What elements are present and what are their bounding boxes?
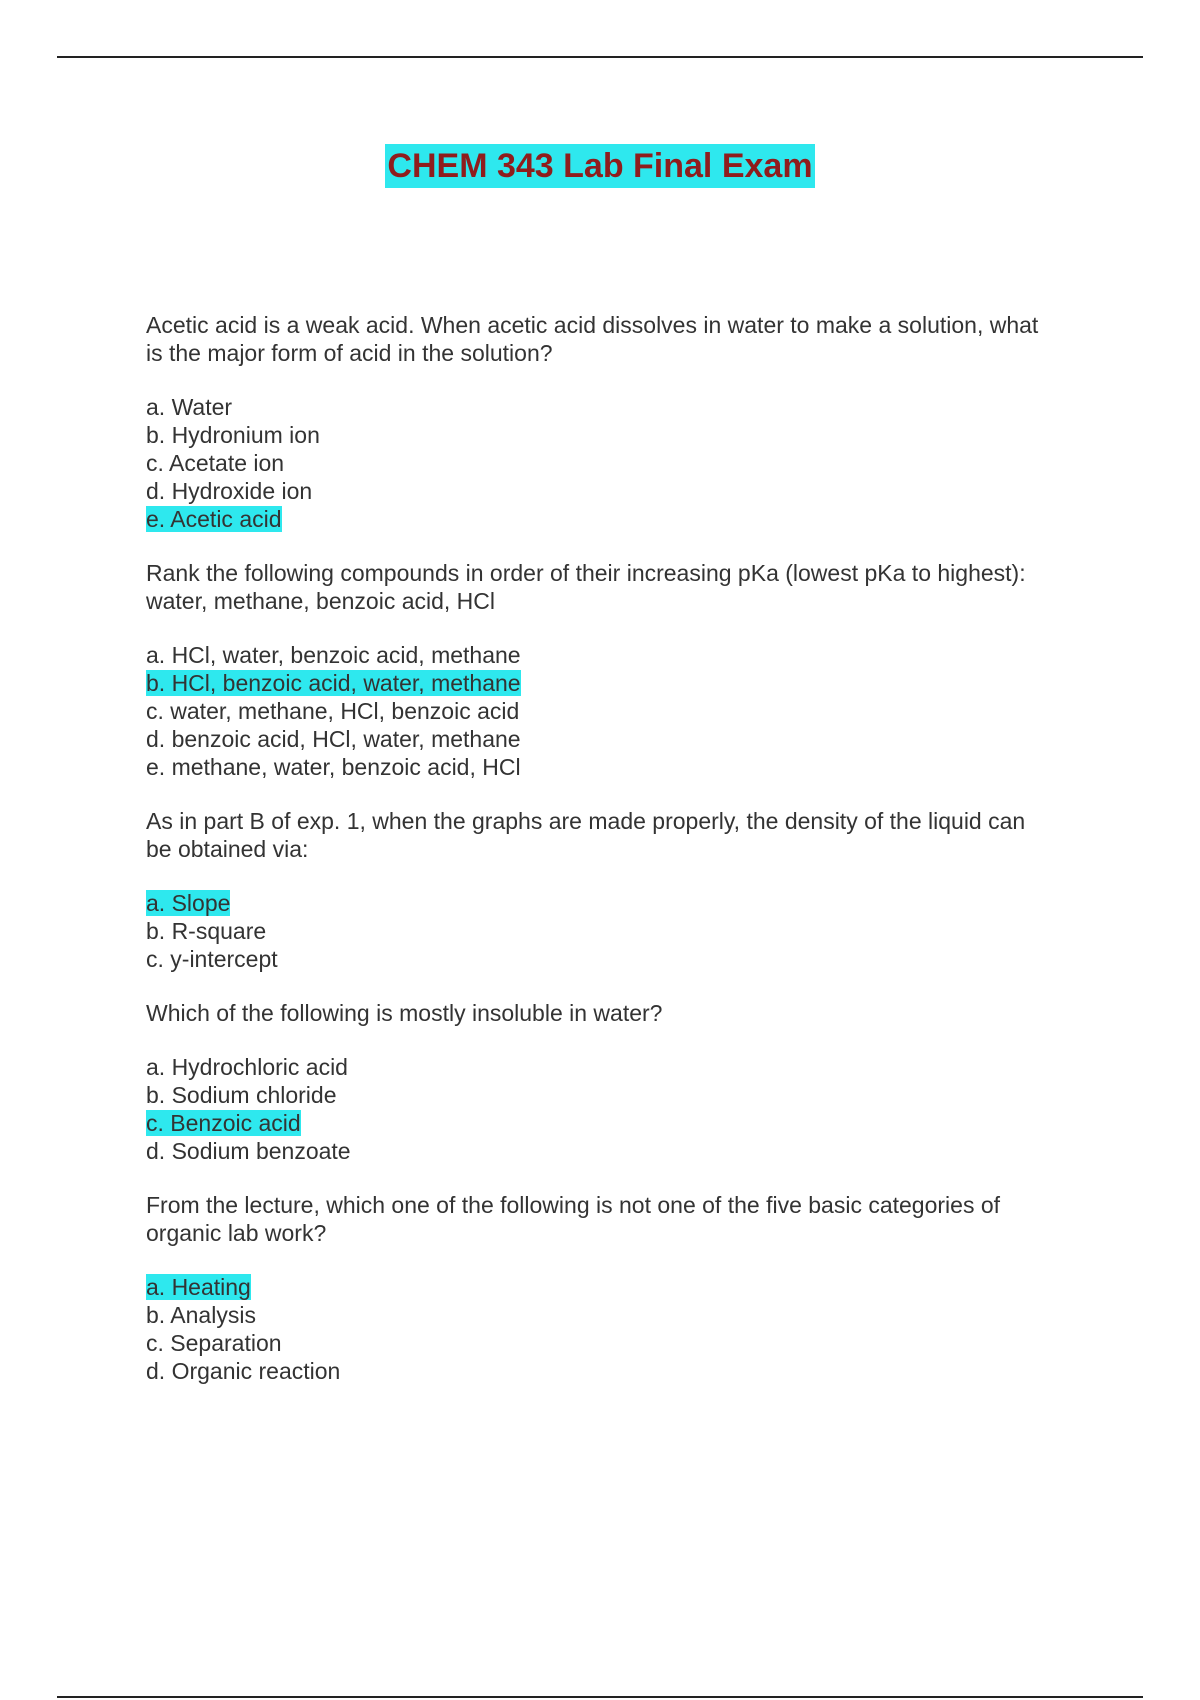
question-text: As in part B of exp. 1, when the graphs are made properly, the density of the liquid can be obtained via: [146,808,1026,862]
option-text: a. HCl, water, benzoic acid, methane [146,642,521,668]
question-text: Acetic acid is a weak acid. When acetic acid dissolves in water to make a solution, what is the major form of acid in the solution? [146,312,1039,366]
option-text: e. methane, water, benzoic acid, HCl [146,754,521,780]
option-item [146,393,1106,421]
question-4 [146,999,1106,1165]
option-text: c. Acetate ion [146,450,285,476]
option-item [146,917,1106,945]
option-text: d. benzoic acid, HCl, water, methane [146,726,521,752]
option-text: d. Sodium benzoate [146,1138,351,1164]
option-text: c. y-intercept [146,946,278,972]
highlighted-answer: a. Heating [146,1274,251,1300]
option-item [146,1109,1106,1137]
option-item [146,753,1106,781]
option-item [146,1329,1106,1357]
option-item [146,421,1106,449]
highlighted-answer: b. HCl, benzoic acid, water, methane [146,670,521,696]
page-title: CHEM 343 Lab Final Exam [385,144,814,188]
question-text: From the lecture, which one of the following is not one of the five basic categories of organic lab work? [146,1192,1001,1246]
option-item [146,669,1106,697]
option-text: c. water, methane, HCl, benzoic acid [146,698,520,724]
title-block [0,144,1200,188]
option-text: d. Hydroxide ion [146,478,313,504]
question-text: Rank the following compounds in order of their increasing pKa (lowest pKa to highest): water, methane, benzoic acid, HCl [146,560,1026,614]
highlighted-answer: e. Acetic acid [146,506,282,532]
option-item [146,1137,1106,1165]
option-list [146,889,1106,973]
highlighted-answer: a. Slope [146,890,231,916]
option-text: b. Sodium chloride [146,1082,337,1108]
option-item [146,477,1106,505]
option-item [146,1301,1106,1329]
question-2 [146,559,1106,781]
bottom-rule [57,1696,1143,1698]
option-list [146,641,1106,781]
option-item [146,945,1106,973]
option-text: b. Hydronium ion [146,422,320,448]
option-item [146,1357,1106,1385]
option-item [146,505,1106,533]
option-text: d. Organic reaction [146,1358,341,1384]
option-item [146,889,1106,917]
option-list [146,1273,1106,1385]
option-text: b. R-square [146,918,267,944]
option-text: c. Separation [146,1330,282,1356]
option-text: a. Water [146,394,233,420]
option-text: b. Analysis [146,1302,256,1328]
option-item [146,641,1106,669]
question-3 [146,807,1106,973]
option-list [146,1053,1106,1165]
question-text: Which of the following is mostly insoluble in water? [146,1000,663,1026]
option-item [146,449,1106,477]
option-item [146,697,1106,725]
option-text: a. Hydrochloric acid [146,1054,348,1080]
option-list [146,393,1106,533]
question-1 [146,311,1106,533]
option-item [146,1273,1106,1301]
question-list [146,311,1106,1411]
question-5 [146,1191,1106,1385]
highlighted-answer: c. Benzoic acid [146,1110,301,1136]
option-item [146,1081,1106,1109]
option-item [146,1053,1106,1081]
option-item [146,725,1106,753]
top-rule [57,56,1143,58]
